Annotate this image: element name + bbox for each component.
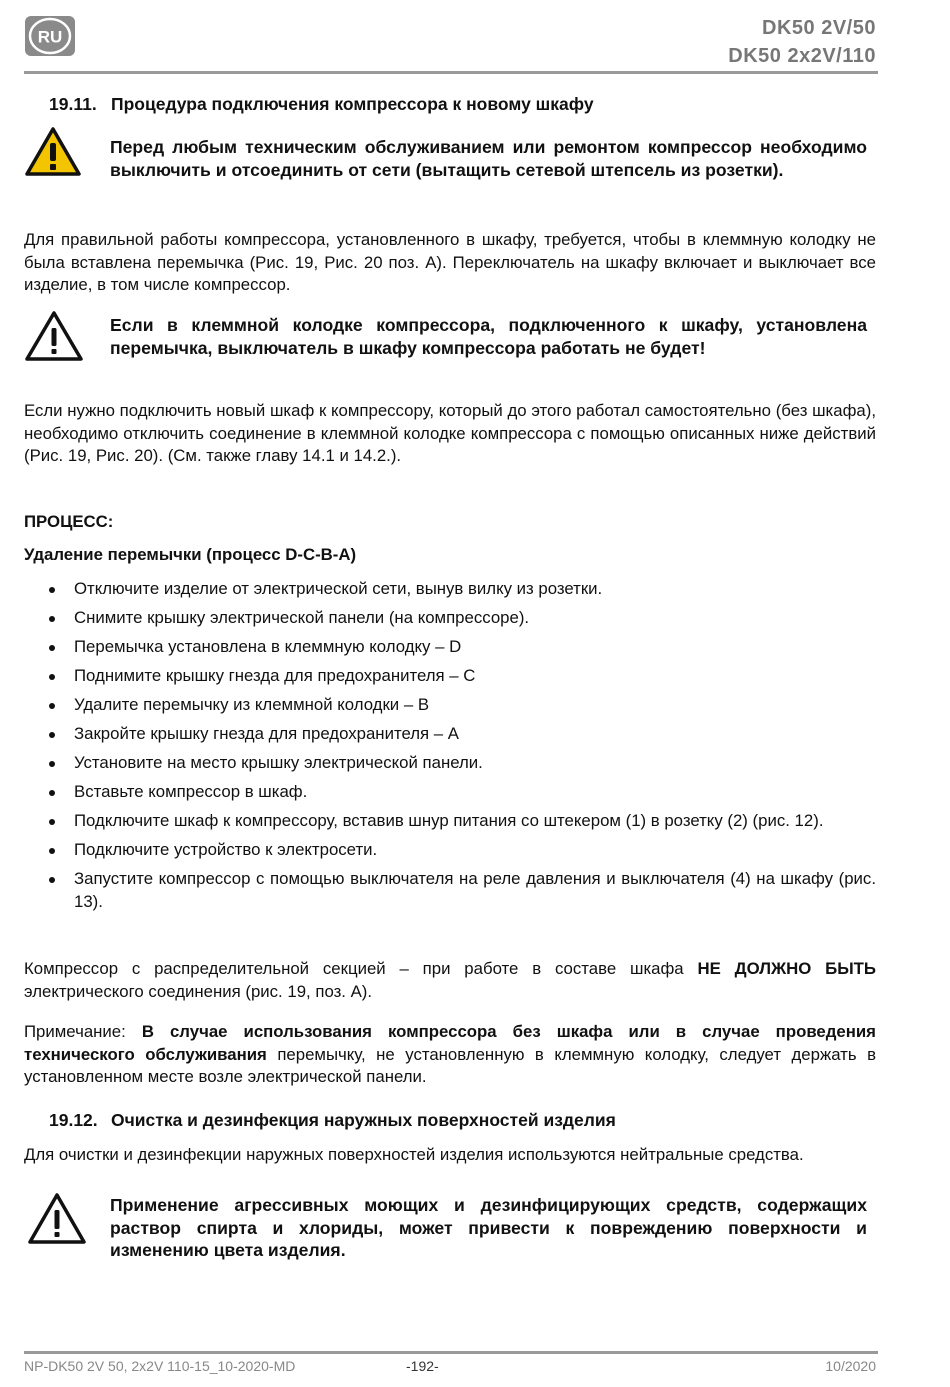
paragraph-4: Для очистки и дезинфекции наружных поверхностей изделия используются нейтральные средства. <box>24 1145 804 1164</box>
step-text: Закройте крышку гнезда для предохранителя – A <box>74 724 459 743</box>
section-number: 19.11. <box>49 94 97 114</box>
footer-doc-id: NP-DK50 2V 50, 2x2V 110-15_10-2020-MD <box>24 1358 296 1374</box>
model-header <box>728 14 876 70</box>
step-text: Установите на место крышку электрической панели. <box>74 753 483 772</box>
section-title: Очистка и дезинфекция наружных поверхностей изделия <box>111 1110 616 1130</box>
warning-yellow-icon <box>24 126 82 183</box>
bullet-icon <box>49 587 55 593</box>
section-heading-19-11 <box>49 94 594 115</box>
model-line-2: DK50 2x2V/110 <box>728 45 876 67</box>
step-text: Отключите изделие от электрической сети, вынув вилку из розетки. <box>74 579 603 598</box>
list-item <box>24 723 876 746</box>
list-item <box>24 868 876 913</box>
footer-page-number: -192- <box>406 1358 439 1374</box>
note-emphasis: В случае использования компрессора без шкафа или в случае проведения технического обслуживания <box>24 1022 876 1064</box>
section-heading-19-12 <box>49 1110 616 1131</box>
paragraph-3-text-end: электрического соединения (рис. 19, поз. A). <box>24 981 373 1001</box>
note-paragraph <box>24 1021 876 1089</box>
bullet-icon <box>49 877 55 883</box>
bullet-icon <box>49 848 55 854</box>
step-text: Вставьте компрессор в шкаф. <box>74 782 308 801</box>
paragraph-3-emphasis: НЕ ДОЛЖНО БЫТЬ <box>697 959 876 978</box>
step-text: Перемычка установлена в клеммную колодку – D <box>74 637 462 656</box>
list-item <box>24 665 876 688</box>
process-heading: ПРОЦЕСС: <box>24 512 114 531</box>
step-text: Снимите крышку электрической панели (на компрессоре). <box>74 608 530 627</box>
warning-icon <box>24 310 84 367</box>
bullet-icon <box>49 819 55 825</box>
note-text: перемычку, не установленную в клеммную колодку, следует держать в установленном месте возле электрической панели. <box>24 1044 876 1086</box>
warning-text-3: Применение агрессивных моющих и дезинфицирующих средств, содержащих раствор спирта и хлориды, может привести к повреждению поверхности и изменению цвета изделия. <box>110 1195 867 1260</box>
paragraph-3 <box>24 958 876 1003</box>
list-item <box>24 694 876 717</box>
list-item <box>24 810 876 833</box>
header-rule <box>24 71 878 74</box>
paragraph-3-text: Компрессор с распределительной секцией – при работе в составе шкафа <box>24 959 698 978</box>
bullet-icon <box>49 616 55 622</box>
removal-heading: Удаление перемычки (процесс D-C-B-A) <box>24 545 357 564</box>
bullet-icon <box>49 732 55 738</box>
list-item <box>24 781 876 804</box>
paragraph-1: Для правильной работы компрессора, установленного в шкафу, требуется, чтобы в клеммную колодку не была вставлена перемычка (Рис. 19, Рис. 20 поз. A). Переключатель на шкафу включает и выключает все изделие, в том числе компрессор. <box>24 230 876 294</box>
warning-text-1: Перед любым техническим обслуживанием или ремонтом компрессор необходимо выключить и отсоединить от сети (вытащить сетевой штепсель из розетки). <box>110 137 867 180</box>
procedure-steps-list <box>24 578 876 920</box>
section-title: Процедура подключения компрессора к новому шкафу <box>111 94 594 114</box>
list-item <box>24 636 876 659</box>
warning-icon <box>27 1192 87 1251</box>
step-text: Поднимите крышку гнезда для предохранителя – C <box>74 666 476 685</box>
step-text: Подключите шкаф к компрессору, вставив шнур питания со штекером (1) в розетку (2) (рис. 12). <box>74 811 824 830</box>
bullet-icon <box>49 674 55 680</box>
bullet-icon <box>49 761 55 767</box>
bullet-icon <box>49 790 55 796</box>
bullet-icon <box>49 645 55 651</box>
list-item <box>24 839 876 862</box>
language-code: RU <box>37 27 63 47</box>
language-badge <box>24 15 76 57</box>
warning-text-2: Если в клеммной колодке компрессора, подключенного к шкафу, установлена перемычка, выключатель в шкафу компрессора работать не будет! <box>110 315 867 358</box>
list-item <box>24 607 876 630</box>
list-item <box>24 752 876 775</box>
note-label: Примечание: <box>24 1022 142 1041</box>
step-text: Подключите устройство к электросети. <box>74 840 378 859</box>
bullet-icon <box>49 703 55 709</box>
footer-date: 10/2020 <box>825 1358 876 1374</box>
paragraph-2: Если нужно подключить новый шкаф к компрессору, который до этого работал самостоятельно (без шкафа), необходимо отключить соединение в клеммной колодке компрессора с помощью описанных ниже действий (Рис. 19, Рис. 20). (См. также главу 14.1 и 14.2.). <box>24 401 876 465</box>
list-item <box>24 578 876 601</box>
section-number: 19.12. <box>49 1110 98 1130</box>
step-text: Запустите компрессор с помощью выключателя на реле давления и выключателя (4) на шкафу (рис. 13). <box>74 869 876 911</box>
footer-rule <box>24 1351 878 1354</box>
step-text: Удалите перемычку из клеммной колодки – B <box>74 695 430 714</box>
model-line-1: DK50 2V/50 <box>762 17 876 39</box>
